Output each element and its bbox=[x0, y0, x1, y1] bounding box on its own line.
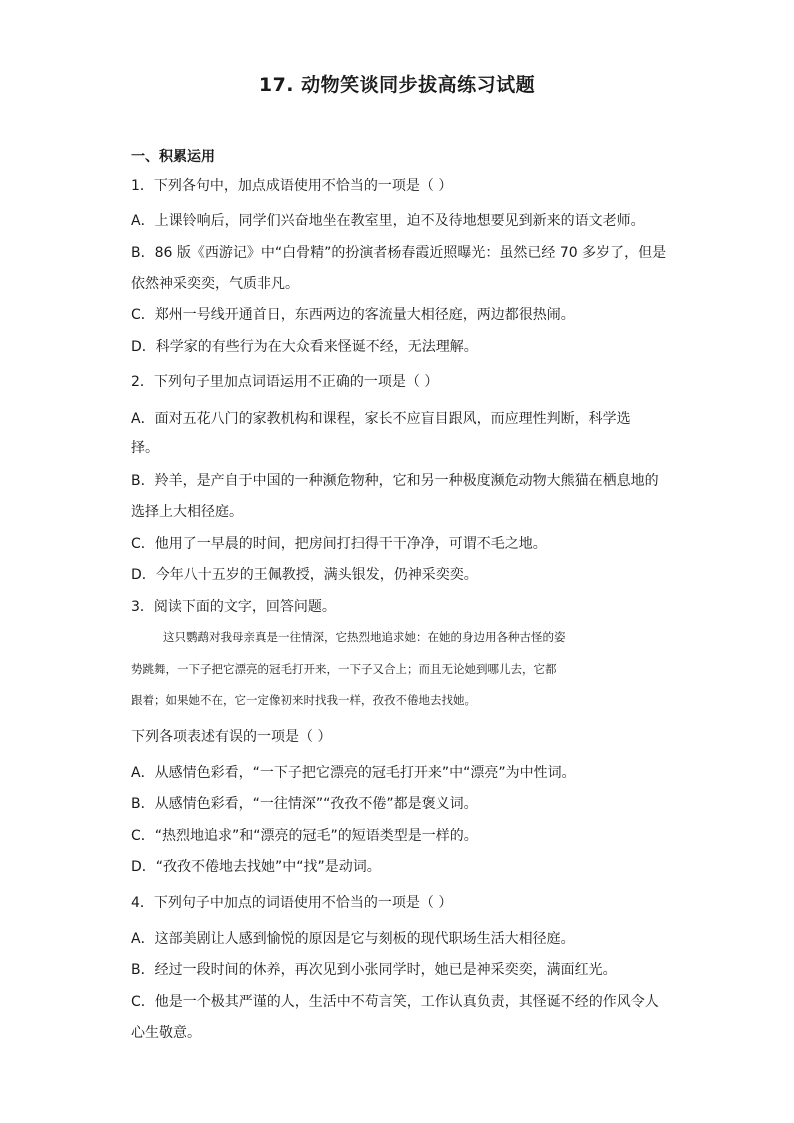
question-2-option-b-cont: 选择上大相径庭。 bbox=[131, 504, 243, 520]
question-2-option-c: C．他用了一早晨的时间，把房间打扫得干干净净，可谓不毛之地。 bbox=[131, 536, 547, 552]
question-3-stem: 3．阅读下面的文字，回答问题。 bbox=[131, 599, 336, 615]
question-1-option-c: C．郑州一号线开通首日，东西两边的客流量大相径庭，两边都很热闹。 bbox=[131, 307, 575, 323]
section-heading: 一、积累运用 bbox=[131, 149, 215, 165]
question-4-option-c-cont: 心生敬意。 bbox=[131, 1025, 201, 1041]
question-3-ask: 下列各项表述有误的一项是（ ） bbox=[131, 729, 332, 745]
question-1-option-d: D．科学家的有些行为在大众看来怪诞不经，无法理解。 bbox=[131, 339, 478, 355]
question-1-stem: 1．下列各句中，加点成语使用不恰当的一项是（ ） bbox=[131, 178, 453, 194]
question-4-option-c: C．他是一个极其严谨的人，生活中不苟言笑，工作认真负责，其怪诞不经的作风令人 bbox=[131, 994, 659, 1010]
question-3-option-b: B．从感情色彩看，“一往情深”“孜孜不倦”都是褒义词。 bbox=[131, 796, 478, 812]
question-2-stem: 2．下列句子里加点词语运用不正确的一项是（ ） bbox=[131, 374, 439, 390]
reading-passage-line-1: 这只鹦鹉对我母亲真是一往情深，它热烈地追求她：在她的身边用各种古怪的姿 bbox=[163, 630, 566, 644]
question-2-option-a: A．面对五花八门的家教机构和课程，家长不应盲目跟风，而应理性判断，科学选 bbox=[131, 411, 631, 427]
reading-passage-line-3: 跟着；如果她不在，它一定像初来时找我一样，孜孜不倦地去找她。 bbox=[131, 693, 476, 707]
question-1-option-b-cont: 依然神采奕奕，气质非凡。 bbox=[131, 276, 299, 292]
question-4-option-a: A．这部美剧让人感到愉悦的原因是它与刻板的现代职场生活大相径庭。 bbox=[131, 931, 575, 947]
question-4-option-b: B．经过一段时间的休养，再次见到小张同学时，她已是神采奕奕，满面红光。 bbox=[131, 962, 617, 978]
question-4-stem: 4．下列句子中加点的词语使用不恰当的一项是（ ） bbox=[131, 895, 453, 911]
question-2-option-d: D．今年八十五岁的王佩教授，满头银发，仍神采奕奕。 bbox=[131, 567, 478, 583]
question-3-option-a: A．从感情色彩看，“一下子把它漂亮的冠毛打开来”中“漂亮”为中性词。 bbox=[131, 765, 576, 781]
question-3-option-c: C．“热烈地追求”和“漂亮的冠毛”的短语类型是一样的。 bbox=[131, 828, 478, 844]
question-3-option-d: D．“孜孜不倦地去找她”中“找”是动词。 bbox=[131, 859, 381, 875]
question-2-option-b: B．羚羊，是产自于中国的一种濒危物种，它和另一种极度濒危动物大熊猫在栖息地的 bbox=[131, 473, 659, 489]
question-1-option-a: A．上课铃响后，同学们兴奋地坐在教室里，迫不及待地想要见到新来的语文老师。 bbox=[131, 213, 645, 229]
question-1-option-b: B．86 版《西游记》中“白骨精”的扮演者杨春霞近照曝光：虽然已经 70 多岁了，但是 bbox=[131, 245, 667, 261]
reading-passage-line-2: 势跳舞，一下子把它漂亮的冠毛打开来，一下子又合上；而且无论她到哪儿去，它都 bbox=[131, 662, 557, 676]
page-title: 17. 动物笑谈同步拔高练习试题 bbox=[258, 74, 536, 96]
question-2-option-a-cont: 择。 bbox=[131, 440, 159, 456]
